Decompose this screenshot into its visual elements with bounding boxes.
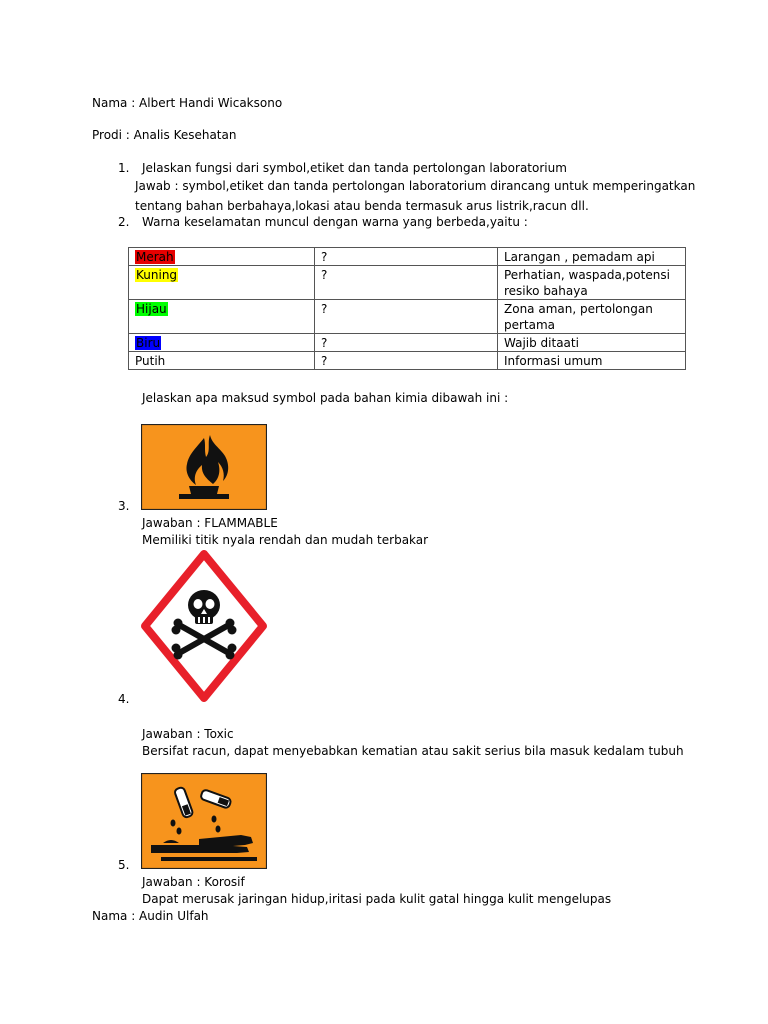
q1-number: 1. — [118, 161, 130, 175]
safety-color-table — [128, 247, 686, 370]
q1-question: Jelaskan fungsi dari symbol,etiket dan tanda pertolongan laboratorium — [142, 161, 567, 175]
table-row — [129, 352, 686, 370]
flame-icon — [141, 424, 267, 510]
table-cell-meaning: Zona aman, pertolongan pertama — [498, 300, 686, 334]
footer-student-name: Nama : Audin Ulfah — [92, 909, 209, 923]
table-cell-mid: ? — [315, 352, 498, 370]
table-cell-mid: ? — [315, 248, 498, 266]
q4-answer-title: Jawaban : Toxic — [142, 727, 234, 741]
table-row — [129, 248, 686, 266]
color-name-red: Merah — [136, 250, 174, 264]
table-cell-mid: ? — [315, 334, 498, 352]
q3-answer-title: Jawaban : FLAMMABLE — [142, 516, 278, 530]
skull-crossbones-icon — [141, 550, 267, 702]
table-cell-mid: ? — [315, 300, 498, 334]
q1-answer-line2: tentang bahan berbahaya,lokasi atau benda termasuk arus listrik,racun dll. — [135, 199, 589, 213]
table-cell-meaning: Informasi umum — [498, 352, 686, 370]
table-row — [129, 300, 686, 334]
table-cell-meaning: Wajib ditaati — [498, 334, 686, 352]
table-cell-mid: ? — [315, 266, 498, 300]
q5-answer-desc: Dapat merusak jaringan hidup,iritasi pada kulit gatal hingga kulit mengelupas — [142, 892, 612, 906]
q4-number: 4. — [118, 692, 130, 706]
q5-answer-title: Jawaban : Korosif — [142, 875, 245, 889]
q2-question: Warna keselamatan muncul dengan warna yang berbeda,yaitu : — [142, 215, 528, 229]
corrosive-icon — [141, 773, 267, 869]
q3-number: 3. — [118, 499, 130, 513]
student-name-line: Nama : Albert Handi Wicaksono — [92, 96, 283, 110]
symbols-intro: Jelaskan apa maksud symbol pada bahan kimia dibawah ini : — [142, 391, 509, 405]
q2-number: 2. — [118, 215, 130, 229]
q5-number: 5. — [118, 858, 130, 872]
table-row — [129, 334, 686, 352]
table-cell-meaning: Larangan , pemadam api — [498, 248, 686, 266]
color-name-white: Putih — [129, 352, 315, 370]
q4-answer-desc: Bersifat racun, dapat menyebabkan kematian atau sakit serius bila masuk kedalam tubuh — [142, 744, 684, 758]
q1-answer-line1: Jawab : symbol,etiket dan tanda pertolongan laboratorium dirancang untuk memperingatkan — [135, 179, 696, 193]
q3-answer-desc: Memiliki titik nyala rendah dan mudah terbakar — [142, 533, 429, 547]
color-name-blue: Biru — [136, 336, 161, 350]
table-row — [129, 266, 686, 300]
color-name-yellow: Kuning — [136, 268, 178, 282]
study-program-line: Prodi : Analis Kesehatan — [92, 128, 237, 142]
table-cell-meaning: Perhatian, waspada,potensi resiko bahaya — [498, 266, 686, 300]
color-name-green: Hijau — [136, 302, 167, 316]
